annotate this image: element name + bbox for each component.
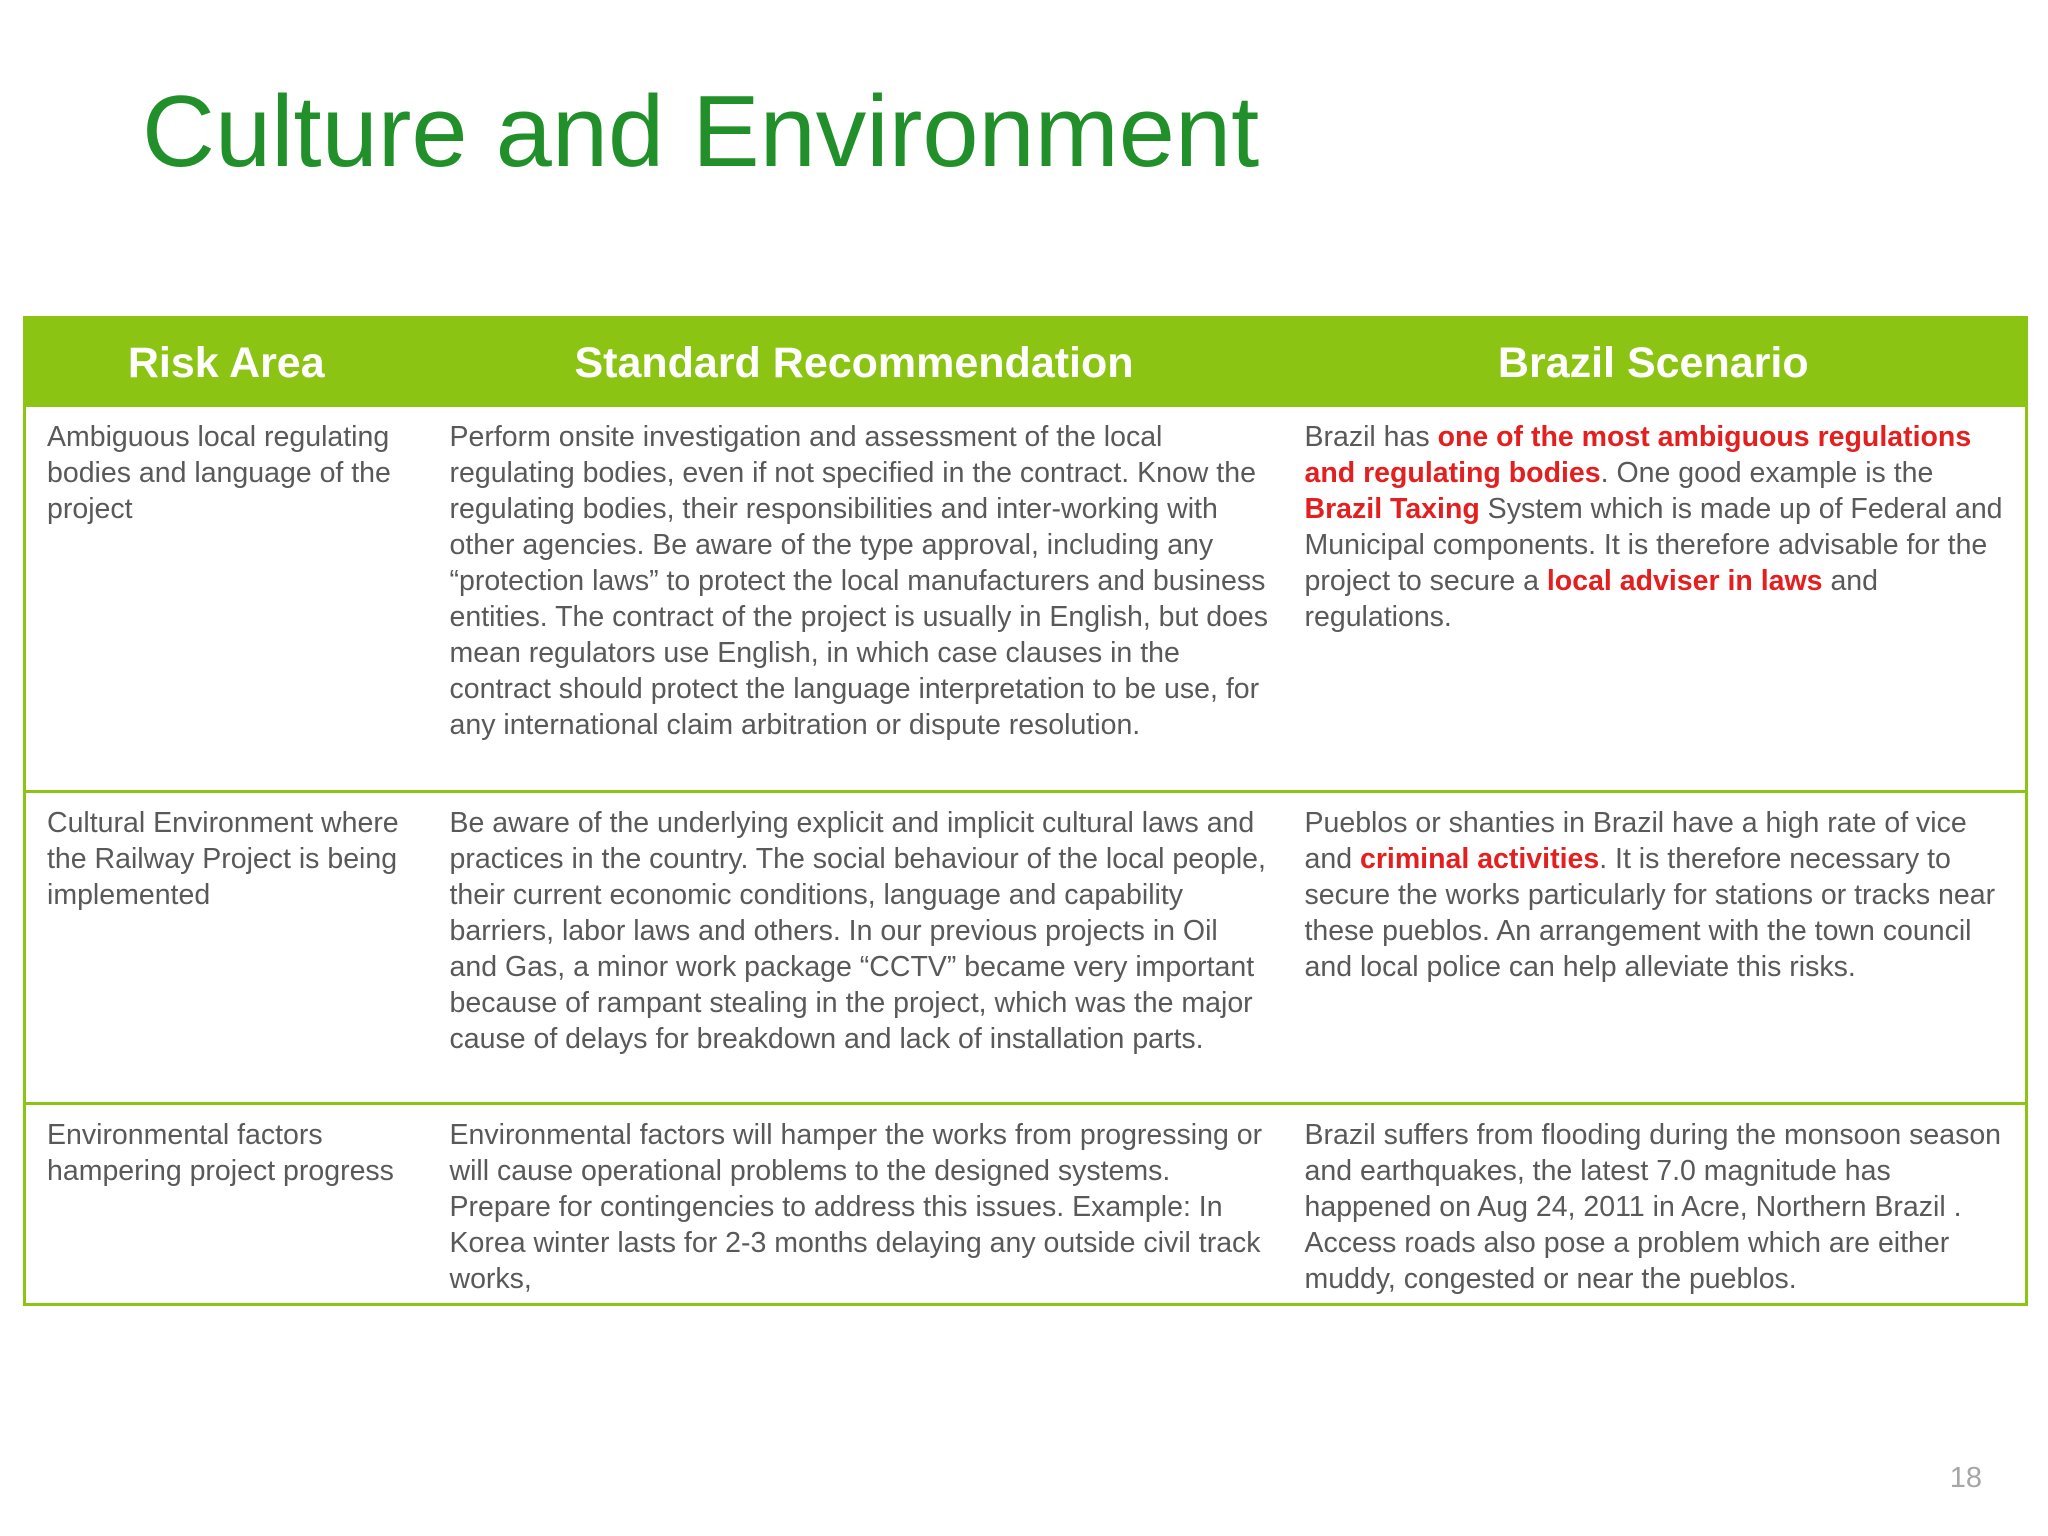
brazil-text: . It is therefore necessary to secure the works particularly for stations or tracks near these pueblos. An arrangement with the town council and local police can help alleviate this risks. (1304, 842, 1996, 983)
brazil-scenario-cell (1282, 407, 2027, 791)
brazil-text: Pueblos or shanties in Brazil have a high rate of vice and (1304, 806, 1967, 875)
slide-title: Culture and Environment (142, 76, 1260, 188)
brazil-scenario-cell (1282, 791, 2027, 1103)
table-row (25, 791, 2027, 1103)
standard-recommendation-cell: Be aware of the underlying explicit and implicit cultural laws and practices in the country. The social behaviour of the local people, their current economic conditions, language and capability barriers, labor laws and others. In our previous projects in Oil and Gas, a minor work package “CCTV” became very important because of rampant stealing in the project, which was the major cause of delays for breakdown and lack of installation parts. (427, 791, 1282, 1103)
risk-table (23, 316, 2028, 1306)
standard-recommendation-cell: Environmental factors will hamper the works from progressing or will cause operational problems to the designed systems. Prepare for contingencies to address this issues. Example: In Korea winter lasts for 2-3 months delaying any outside civil track works, (427, 1103, 1282, 1304)
brazil-text: and regulations. (1304, 565, 1879, 633)
brazil-text: System which is made up of Federal and Municipal components. It is therefore advisable for the project to secure a (1304, 493, 2003, 597)
page-number: 18 (1949, 1462, 1982, 1494)
risk-area-cell: Cultural Environment where the Railway Project is being implemented (25, 791, 427, 1103)
risk-area-cell: Environmental factors hampering project progress (25, 1103, 427, 1304)
standard-recommendation-cell: Perform onsite investigation and assessment of the local regulating bodies, even if not specified in the contract. Know the regulating bodies, their responsibilities and inter-working with other agencies. Be aware of the type approval, including any “protection laws” to protect the local manufacturers and business entities. The contract of the project is usually in English, but does mean regulators use English, in which case clauses in the contract should protect the language interpretation to be use, for any international claim arbitration or dispute resolution. (427, 407, 1282, 791)
brazil-scenario-cell (1282, 1103, 2027, 1304)
header-brazil-scenario: Brazil Scenario (1282, 318, 2027, 408)
table-row (25, 1103, 2027, 1304)
header-standard-recommendation: Standard Recommendation (427, 318, 1282, 408)
brazil-text: Brazil has (1304, 421, 1438, 453)
table-header-row (25, 318, 2027, 408)
risk-area-cell: Ambiguous local regulating bodies and language of the project (25, 407, 427, 791)
brazil-text: Brazil suffers from flooding during the monsoon season and earthquakes, the latest 7.0 magnitude has happened on Aug 24, 2011 in Acre, Northern Brazil . Access roads also pose a problem which are either muddy, congested or near the pueblos. (1304, 1118, 2002, 1295)
brazil-highlight: Brazil Taxing (1304, 493, 1480, 525)
brazil-highlight: local adviser in laws (1546, 565, 1823, 597)
brazil-text: . One good example is the (1600, 457, 1934, 489)
table-row (25, 407, 2027, 791)
brazil-highlight: one of the most ambiguous regulations and regulating bodies (1304, 421, 1972, 489)
header-risk-area: Risk Area (25, 318, 427, 408)
brazil-highlight: criminal activities (1359, 842, 1600, 875)
